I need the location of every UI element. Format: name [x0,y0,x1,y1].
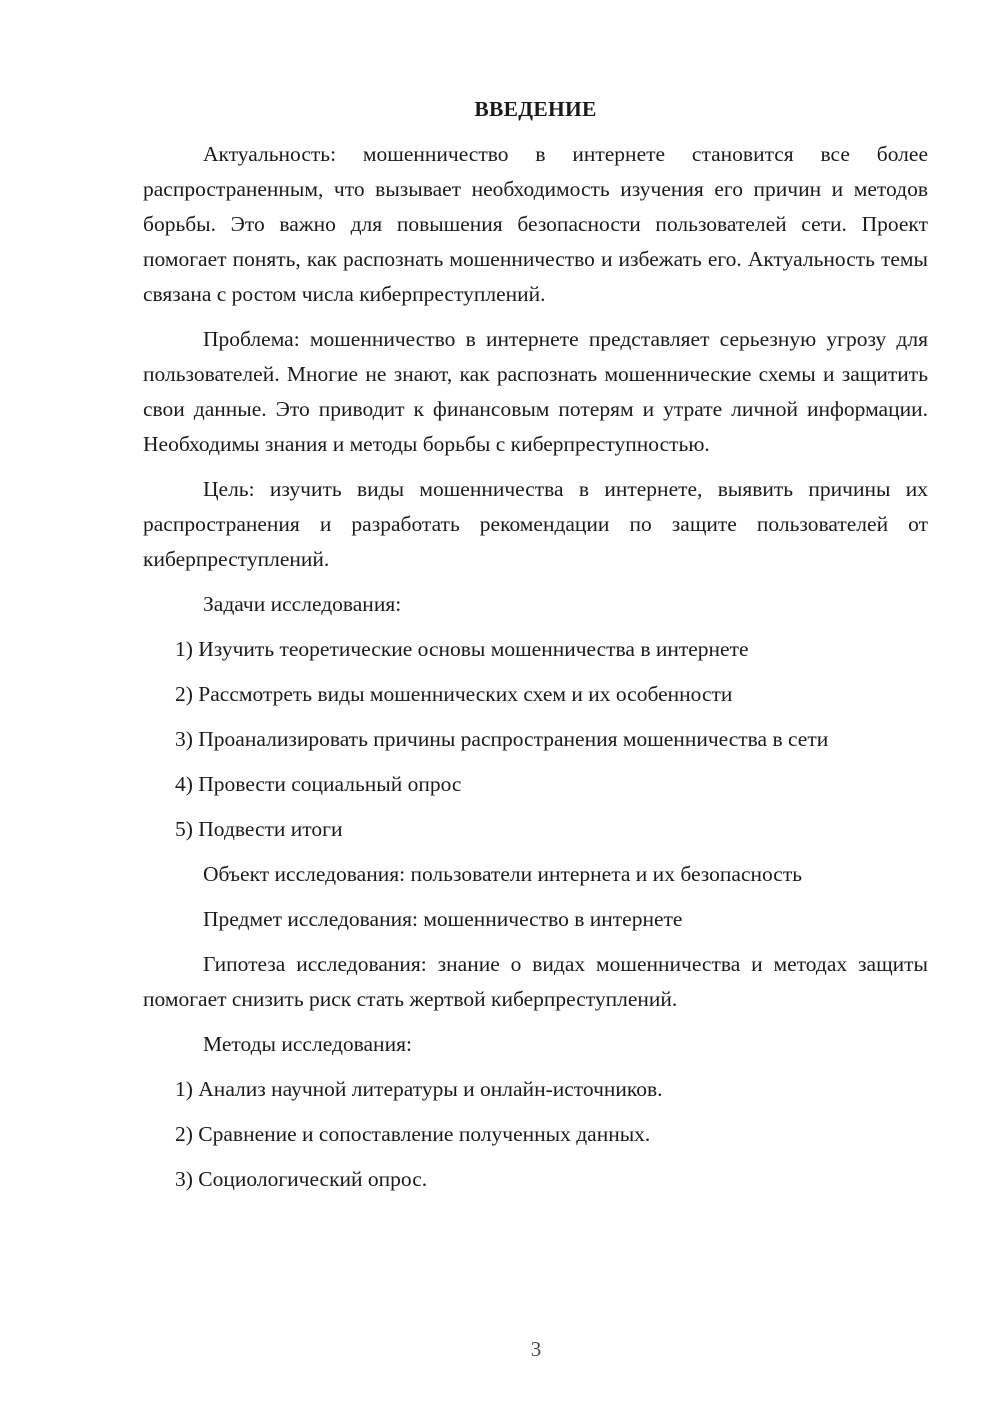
method-item-2: 2) Сравнение и сопоставление полученных данных. [175,1122,651,1146]
page-number: 3 [530,1337,542,1361]
tasks-heading: Задачи исследования: [203,592,402,616]
task-item-1: 1) Изучить теоретические основы мошенничества в интернете [175,637,749,661]
task-item-5: 5) Подвести итоги [175,817,343,841]
methods-heading: Методы исследования: [203,1032,412,1056]
problem-paragraph: Проблема: мошенничество в интернете представляет серьезную угрозу для пользователей. Многие не знают, как распознать мошеннические схемы и защитить свои данные. Это приводит к финансовым потерям и утрате личной информации. Необходимы знания и методы борьбы с киберпреступностью. [143,327,928,456]
task-item-4: 4) Провести социальный опрос [175,772,462,796]
document-page [143,92,928,1207]
task-item-2: 2) Рассмотреть виды мошеннических схем и их особенности [175,682,733,706]
relevance-paragraph: Актуальность: мошенничество в интернете становится все более распространенным, что вызывает необходимость изучения его причин и методов борьбы. Это важно для повышения безопасности пользователей сети. Проект помогает понять, как распознать мошенничество и избежать его. Актуальность темы связана с ростом числа киберпреступлений. [143,142,928,306]
subject-line: Предмет исследования: мошенничество в интернете [203,907,683,931]
task-item-3: 3) Проанализировать причины распространения мошенничества в сети [175,727,829,751]
method-item-3: 3) Социологический опрос. [175,1167,428,1191]
goal-paragraph: Цель: изучить виды мошенничества в интернете, выявить причины их распространения и разработать рекомендации по защите пользователей от киберпреступлений. [143,477,928,571]
page-title: ВВЕДЕНИЕ [474,97,597,121]
hypothesis-paragraph: Гипотеза исследования: знание о видах мошенничества и методах защиты помогает снизить риск стать жертвой киберпреступлений. [143,952,928,1011]
object-line: Объект исследования: пользователи интернета и их безопасность [203,862,803,886]
method-item-1: 1) Анализ научной литературы и онлайн-источников. [175,1077,663,1101]
